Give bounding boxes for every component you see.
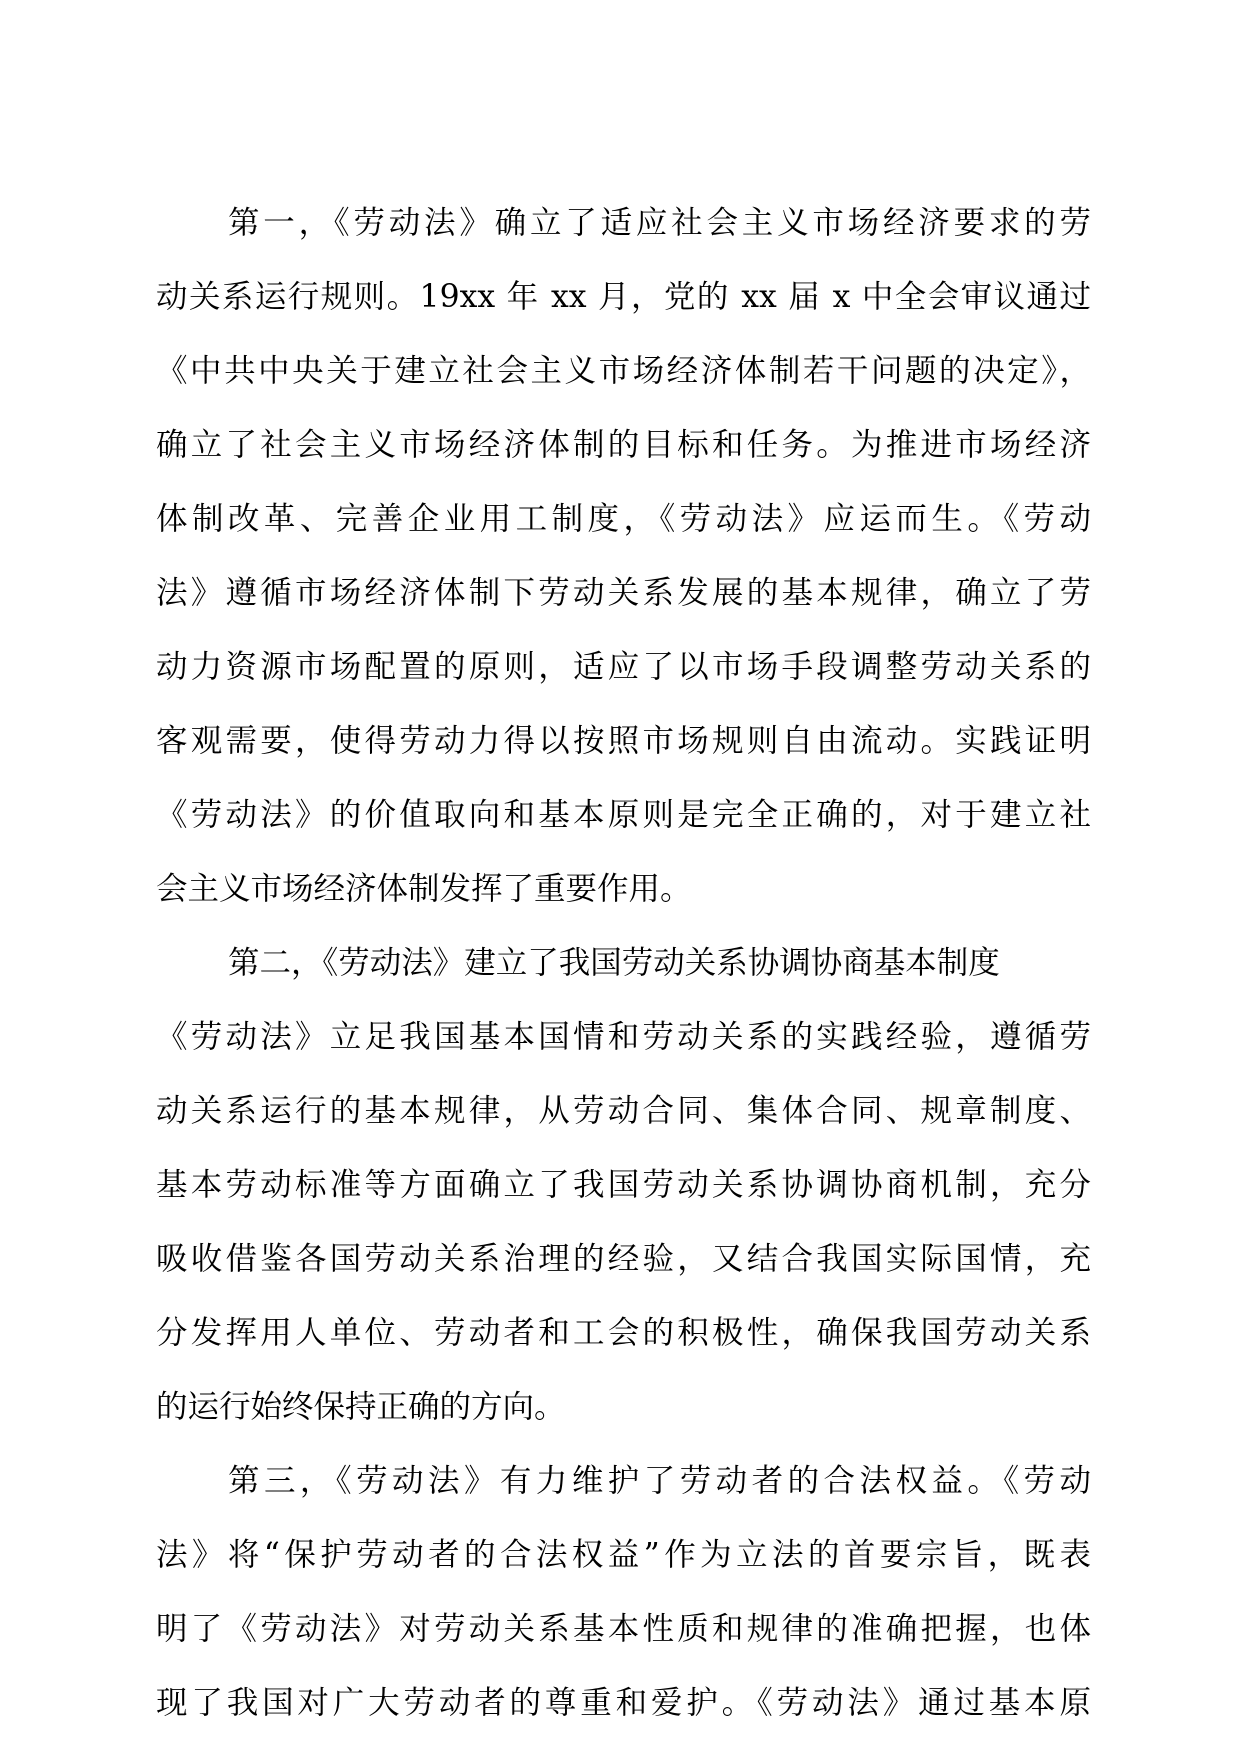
text-line: 现了我国对广大劳动者的尊重和爱护。《劳动法》通过基本原 (156, 1685, 1091, 1721)
text-line: 法》遵循市场经济体制下劳动关系发展的基本规律，确立了劳 (156, 575, 1091, 611)
text-line: 的运行始终保持正确的方向。 (156, 1389, 566, 1425)
paragraph-2 (156, 926, 1091, 1444)
paragraph-1 (156, 186, 1091, 926)
text-line: 体制改革、完善企业用工制度，《劳动法》应运而生。《劳动 (156, 501, 1091, 537)
paragraph-3 (156, 1444, 1091, 1740)
text-line: 基本劳动标准等方面确立了我国劳动关系协调协商机制，充分 (156, 1167, 1091, 1203)
text-line: 《中共中央关于建立社会主义市场经济体制若干问题的决定》， (156, 353, 1091, 389)
text-line: 第三，《劳动法》有力维护了劳动者的合法权益。《劳动 (228, 1463, 1091, 1499)
text-line: 确立了社会主义市场经济体制的目标和任务。为推进市场经济 (156, 427, 1091, 463)
text-line: 会主义市场经济体制发挥了重要作用。 (156, 871, 692, 907)
text-line: 动力资源市场配置的原则，适应了以市场手段调整劳动关系的 (156, 649, 1091, 685)
text-line: 《劳动法》的价值取向和基本原则是完全正确的，对于建立社 (156, 797, 1091, 833)
document-body (156, 186, 1091, 1740)
text-line: 《劳动法》立足我国基本国情和劳动关系的实践经验，遵循劳 (156, 1019, 1091, 1055)
text-line: 明了《劳动法》对劳动关系基本性质和规律的准确把握，也体 (156, 1611, 1091, 1647)
text-line: 动关系运行规则。19xx 年 xx 月，党的 xx 届 x 中全会审议通过 (156, 279, 1091, 315)
text-line: 法》将“保护劳动者的合法权益”作为立法的首要宗旨，既表 (156, 1537, 1091, 1573)
text-line: 动关系运行的基本规律，从劳动合同、集体合同、规章制度、 (156, 1093, 1091, 1129)
text-line: 分发挥用人单位、劳动者和工会的积极性，确保我国劳动关系 (156, 1315, 1091, 1351)
text-line: 第二，《劳动法》建立了我国劳动关系协调协商基本制度 (228, 945, 1000, 981)
text-line: 吸收借鉴各国劳动关系治理的经验，又结合我国实际国情，充 (156, 1241, 1091, 1277)
text-line: 客观需要，使得劳动力得以按照市场规则自由流动。实践证明 (156, 723, 1091, 759)
text-line: 第一，《劳动法》确立了适应社会主义市场经济要求的劳 (228, 205, 1091, 241)
